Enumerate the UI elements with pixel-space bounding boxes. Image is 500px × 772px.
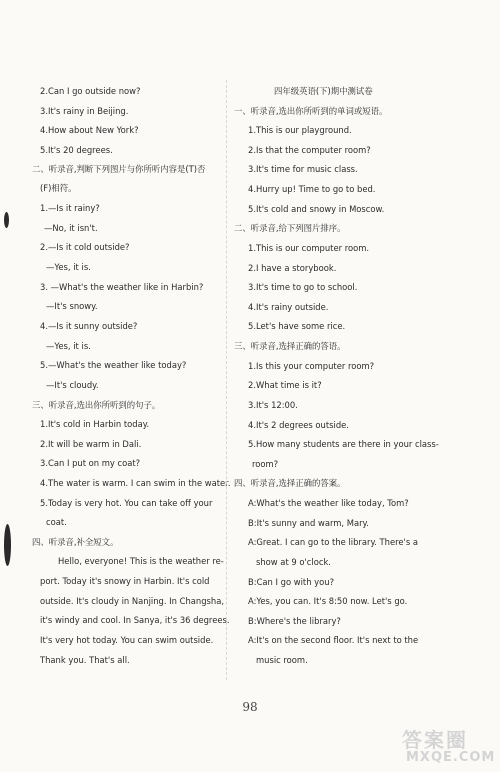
right-column-line: 3.It's time for music class. xyxy=(248,164,358,174)
right-column-line: 5.How many students are there in your class- xyxy=(248,439,439,449)
right-column-line: 4.It's 2 degrees outside. xyxy=(248,420,349,430)
right-column-line: 四、听录音,选择正确的答案。 xyxy=(234,478,346,488)
binding-mark-top xyxy=(4,212,9,228)
left-column-line: 二、听录音,判断下列图片与你所听内容是(T)否 xyxy=(32,164,206,174)
right-column-line: 4.Hurry up! Time to go to bed. xyxy=(248,184,376,194)
right-column-line: 5.Let's have some rice. xyxy=(248,321,346,331)
page-number: 98 xyxy=(242,700,258,714)
left-column-line: 3. —What's the weather like in Harbin? xyxy=(40,282,204,292)
left-column-line: Thank you. That's all. xyxy=(40,655,130,665)
left-column-line: coat. xyxy=(46,517,67,527)
right-column-line: 3.It's time to go to school. xyxy=(248,282,358,292)
left-column-line: 4.The water is warm. I can swim in the water. xyxy=(40,478,231,488)
left-column-line: 5.Today is very hot. You can take off your xyxy=(40,498,213,508)
left-column-line: —Yes, it is. xyxy=(46,262,91,272)
left-column-line: 2.—Is it cold outside? xyxy=(40,242,130,252)
right-column-line: 三、听录音,选择正确的答语。 xyxy=(234,341,346,351)
left-column-line: outside. It's cloudy in Nanjing. In Changsha, xyxy=(40,596,225,606)
right-column-line: A:It's on the second floor. It's next to the xyxy=(248,635,419,645)
column-divider xyxy=(226,80,227,680)
right-column-line: music room. xyxy=(256,655,308,665)
right-column-line: A:Yes, you can. It's 8:50 now. Let's go. xyxy=(248,596,408,606)
left-column-line: 2.Can I go outside now? xyxy=(40,86,141,96)
left-column-line: 4.—Is it sunny outside? xyxy=(40,321,138,331)
left-column-line: —No, it isn't. xyxy=(44,223,98,233)
right-column-line: B:Can I go with you? xyxy=(248,577,335,587)
right-column-line: 1.This is our computer room. xyxy=(248,243,370,253)
left-column-line: —It's snowy. xyxy=(46,301,98,311)
right-column-line: A:What's the weather like today, Tom? xyxy=(248,498,409,508)
watermark-text-top: 答案圈 xyxy=(402,728,468,752)
left-column-line: 四、听录音,补全短文。 xyxy=(32,537,119,547)
watermark-text-bottom: MXQE.COM xyxy=(406,750,496,765)
left-column-line: Hello, everyone! This is the weather re- xyxy=(58,556,224,566)
right-column-line: 一、听录音,选出你所听到的单词或短语。 xyxy=(234,106,388,116)
left-column-line: It's very hot today. You can swim outside. xyxy=(40,635,214,645)
left-column-line: 4.How about New York? xyxy=(40,125,139,135)
left-column-line: port. Today it's snowy in Harbin. It's cold xyxy=(40,576,210,586)
watermark-logo xyxy=(398,724,494,768)
left-column-line: 3.It's rainy in Beijing. xyxy=(40,106,129,116)
right-column-line: 3.It's 12:00. xyxy=(248,400,298,410)
left-column-line: 1.It's cold in Harbin today. xyxy=(40,419,150,429)
left-column-line: 5.—What's the weather like today? xyxy=(40,360,187,370)
right-column-line: 1.Is this your computer room? xyxy=(248,361,375,371)
right-column-line: 5.It's cold and snowy in Moscow. xyxy=(248,204,385,214)
left-column-line: (F)相符。 xyxy=(40,183,77,193)
left-column-line: 3.Can I put on my coat? xyxy=(40,458,141,468)
left-column-line: 2.It will be warm in Dali. xyxy=(40,439,142,449)
left-column-line: 1.—Is it rainy? xyxy=(40,203,100,213)
right-column-line: 2.What time is it? xyxy=(248,380,322,390)
left-column-line: it's windy and cool. In Sanya, it's 36 degrees. xyxy=(40,615,230,625)
right-column-line: 4.It's rainy outside. xyxy=(248,302,329,312)
left-column-line: —It's cloudy. xyxy=(46,380,99,390)
left-column-line: —Yes, it is. xyxy=(46,341,91,351)
right-column-line: 2.I have a storybook. xyxy=(248,263,337,273)
right-column-line: 四年级英语(下)期中测试卷 xyxy=(274,86,373,96)
left-column-line: 三、听录音,选出你所听到的句子。 xyxy=(32,400,161,410)
right-column-line: room? xyxy=(252,459,279,469)
right-column-line: A:Great. I can go to the library. There's a xyxy=(248,537,418,547)
binding-mark-bottom xyxy=(4,524,11,566)
right-column-line: 2.Is that the computer room? xyxy=(248,145,371,155)
left-column-line: 5.It's 20 degrees. xyxy=(40,145,113,155)
right-column-line: show at 9 o'clock. xyxy=(256,557,331,567)
right-column-line: 1.This is our playground. xyxy=(248,125,352,135)
right-column-line: 二、听录音,给下列图片排序。 xyxy=(234,223,346,233)
right-column-line: B:It's sunny and warm, Mary. xyxy=(248,518,369,528)
right-column-line: B:Where's the library? xyxy=(248,616,341,626)
